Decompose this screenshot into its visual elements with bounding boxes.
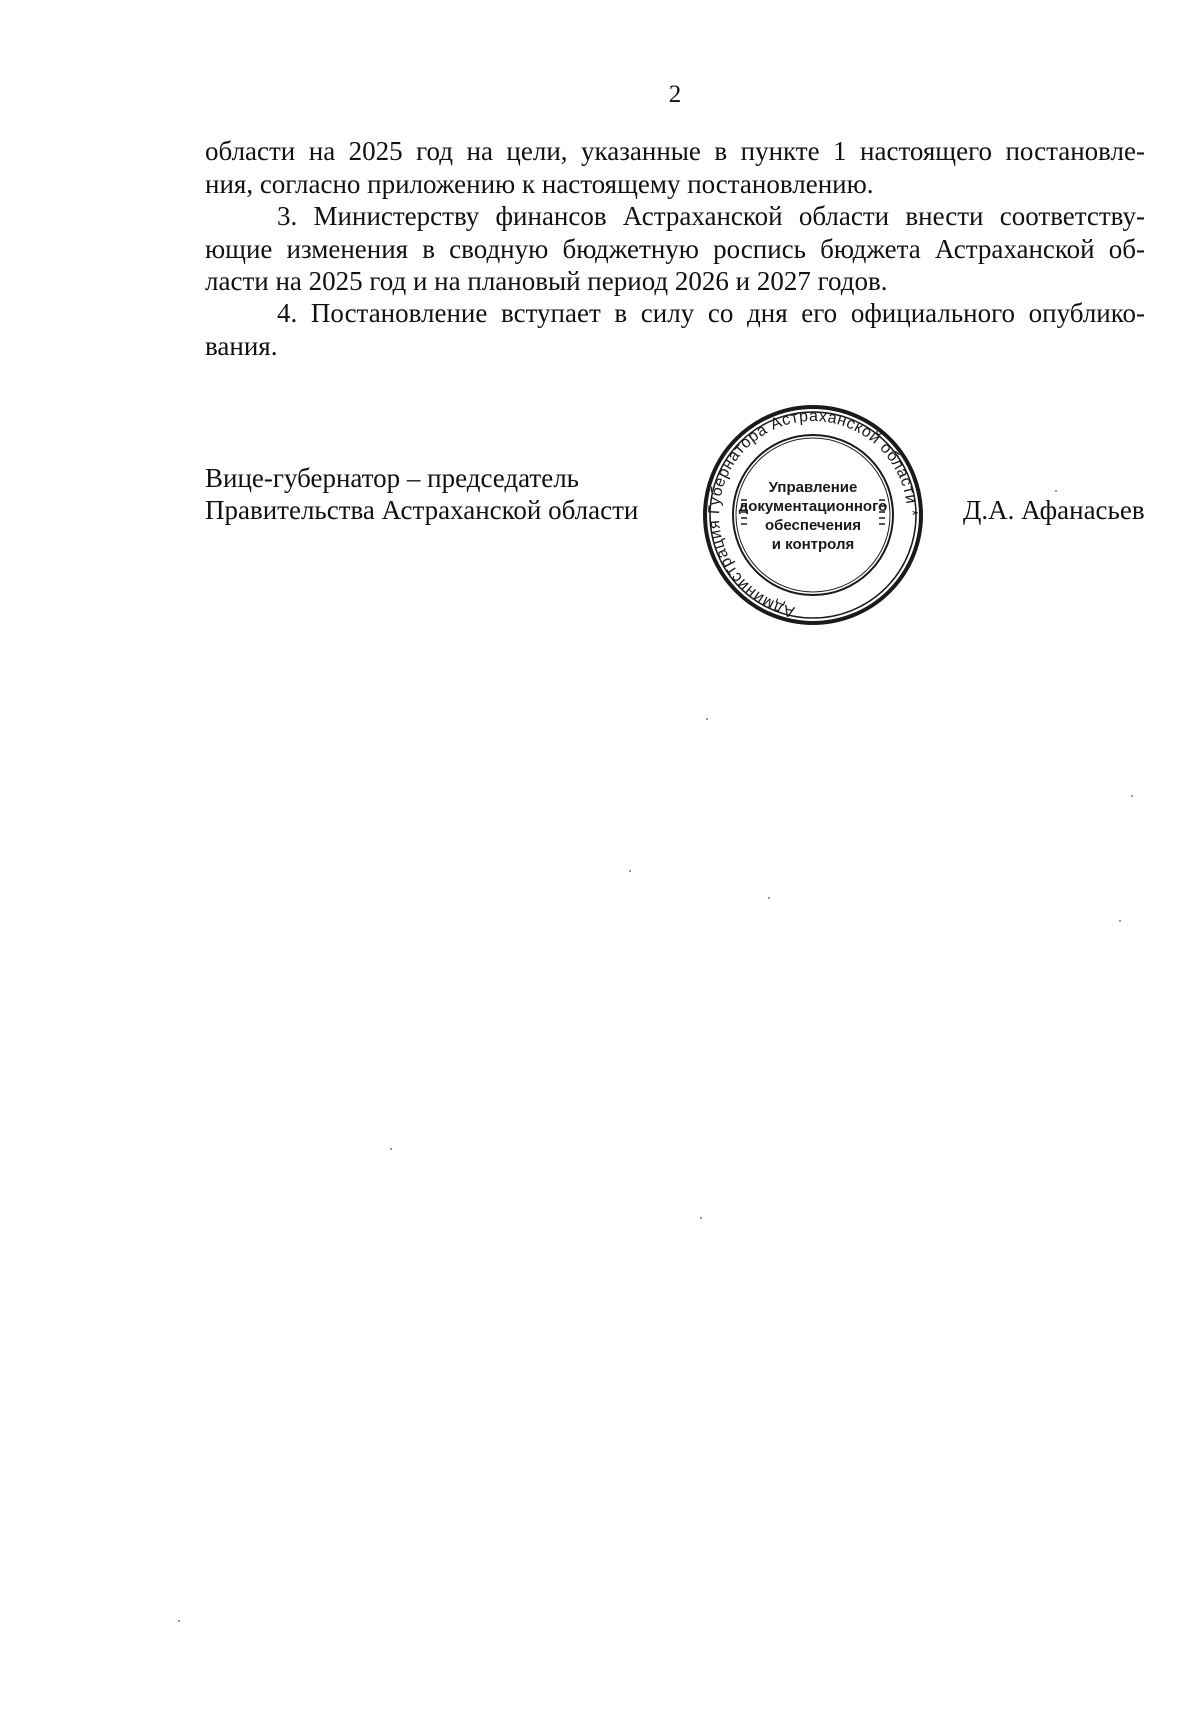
paragraph-2-continuation	[205, 135, 1145, 200]
text-line: ласти на 2025 год и на плановый период 2026 и 2027 годов.	[205, 266, 888, 296]
paragraph-3	[205, 200, 1145, 298]
text-line: ющие изменения в сводную бюджетную роспись бюджета Астраханской об-	[205, 233, 1145, 264]
stamp-inner-line: обеспечения	[764, 517, 862, 534]
text-line: ния, согласно приложению к настоящему постановлению.	[205, 168, 874, 199]
stamp-inner-line: документационного	[738, 498, 888, 515]
scan-speck	[768, 897, 770, 899]
signatory-position-line: Правительства Астраханской области	[205, 495, 639, 525]
scan-speck	[700, 1217, 702, 1219]
scan-speck	[706, 718, 708, 720]
text-line: 4. Постановление вступает в силу со дня его официального опублико-	[277, 298, 1145, 328]
official-stamp	[701, 400, 925, 630]
signatory-position	[205, 462, 638, 526]
scan-speck	[390, 1148, 392, 1150]
signer-name: Д.А. Афанасьев	[963, 495, 1145, 525]
page-number: 2	[668, 81, 682, 108]
scan-speck	[629, 870, 631, 872]
text-line: 3. Министерству финансов Астраханской области внести соответству-	[277, 201, 1145, 231]
text-line: области на 2025 год на цели, указанные в пункте 1 настоящего постановле-	[205, 136, 1145, 166]
scan-speck	[1119, 920, 1121, 922]
stamp-inner-line: Управление	[768, 479, 858, 496]
paragraph-4	[205, 297, 1145, 362]
scan-speck	[1055, 490, 1057, 492]
stamp-inner-line: и контроля	[771, 536, 855, 553]
signatory-position-line: Вице-губернатор – председатель	[205, 463, 579, 493]
scan-speck	[178, 1620, 180, 1622]
text-line: вания.	[205, 330, 278, 361]
scan-speck	[1131, 795, 1133, 797]
stamp-outer-text: Администрация Губернатора Астраханской области *	[705, 407, 921, 621]
